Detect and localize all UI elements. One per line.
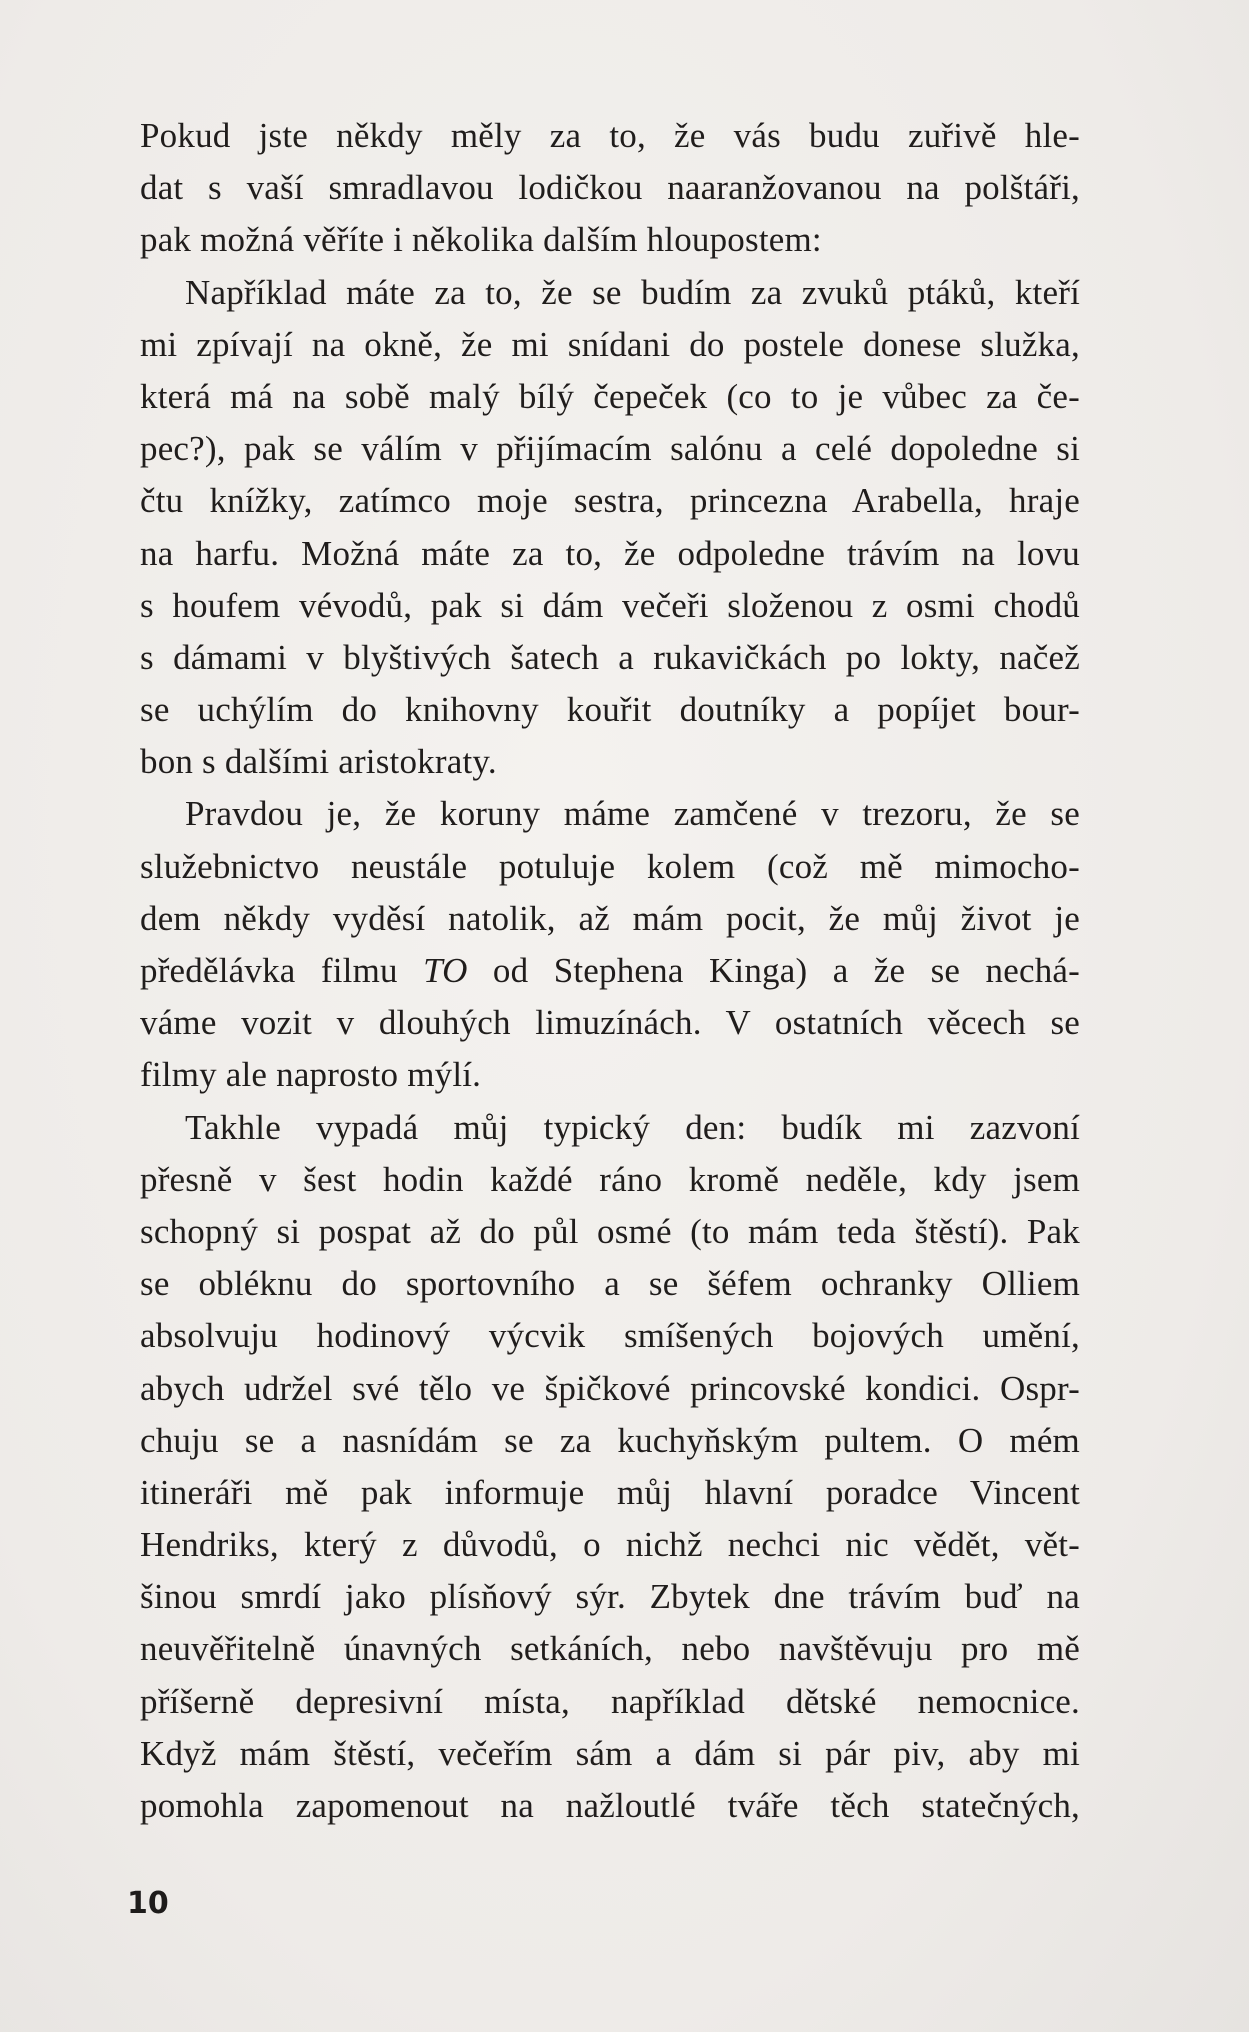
text-line: se obléknu do sportovního a se šéfem ochranky Olliem <box>140 1264 1080 1304</box>
text-line: mi zpívají na okně, že mi snídani do postele donese služka, <box>140 324 1080 364</box>
text-line: dem někdy vyděsí natolik, až mám pocit, že můj život je <box>140 898 1080 938</box>
text-line: Když mám štěstí, večeřím sám a dám si pár piv, aby mi <box>140 1733 1080 1773</box>
text-line: váme vozit v dlouhých limuzínách. V ostatních věcech se <box>140 1003 1080 1043</box>
text-line: pomohla zapomenout na nažloutlé tváře těch statečných, <box>140 1786 1080 1825</box>
text-line: bon s dalšími aristokraty. <box>140 742 497 782</box>
text-line: se uchýlím do knihovny kouřit doutníky a popíjet bour- <box>140 690 1080 730</box>
text-line: která má na sobě malý bílý čepeček (co to je vůbec za če- <box>140 376 1080 416</box>
film-title: TO <box>423 951 468 990</box>
text-line: šinou smrdí jako plísňový sýr. Zbytek dne trávím buď na <box>140 1577 1080 1617</box>
text-line: neuvěřitelně únavných setkáních, nebo navštěvuju pro mě <box>140 1629 1080 1669</box>
text-line: Pokud jste někdy měly za to, že vás budu zuřivě hle- <box>140 116 1080 155</box>
text-line: s dámami v blyštivých šatech a rukavičkách po lokty, načež <box>140 637 1080 677</box>
text-line: pec?), pak se válím v přijímacím salónu a celé dopoledne si <box>140 429 1080 469</box>
text-line: itineráři mě pak informuje můj hlavní poradce Vincent <box>140 1472 1080 1512</box>
text-line: Takhle vypadá můj typický den: budík mi zazvoní <box>185 1107 1080 1147</box>
text-line: absolvuju hodinový výcvik smíšených bojových umění, <box>140 1316 1080 1356</box>
text-line: Pravdou je, že koruny máme zamčené v trezoru, že se <box>185 794 1080 834</box>
text-line: služebnictvo neustále potuluje kolem (což mě mimocho- <box>140 846 1080 886</box>
text-line: schopný si pospat až do půl osmé (to mám teda štěstí). Pak <box>140 1211 1080 1251</box>
text-line: chuju se a nasnídám se za kuchyňským pultem. O mém <box>140 1420 1080 1460</box>
text-line: pak možná věříte i několika dalším hloupostem: <box>140 220 822 260</box>
text-line: s houfem vévodů, pak si dám večeři složenou z osmi chodů <box>140 585 1080 625</box>
text-line: dat s vaší smradlavou lodičkou naaranžovanou na polštáři, <box>140 168 1080 208</box>
text-line: příšerně depresivní místa, například dětské nemocnice. <box>140 1681 1080 1721</box>
text-line: filmy ale naprosto mýlí. <box>140 1055 482 1095</box>
text-line: Hendriks, který z důvodů, o nichž nechci nic vědět, vět- <box>140 1525 1080 1565</box>
text-line: čtu knížky, zatímco moje sestra, princezna Arabella, hraje <box>140 481 1080 521</box>
text-line: abych udržel své tělo ve špičkové princovské kondici. Ospr- <box>140 1368 1080 1408</box>
body-text <box>140 110 1080 1832</box>
text-line: přesně v šest hodin každé ráno kromě neděle, kdy jsem <box>140 1159 1080 1199</box>
text-line: na harfu. Možná máte za to, že odpoledne trávím na lovu <box>140 533 1080 573</box>
page-number: 10 <box>127 1886 169 1921</box>
text-line: Například máte za to, že se budím za zvuků ptáků, kteří <box>185 272 1080 312</box>
text-line: předělávka filmu TO od Stephena Kinga) a že se nechá- <box>140 951 1080 990</box>
